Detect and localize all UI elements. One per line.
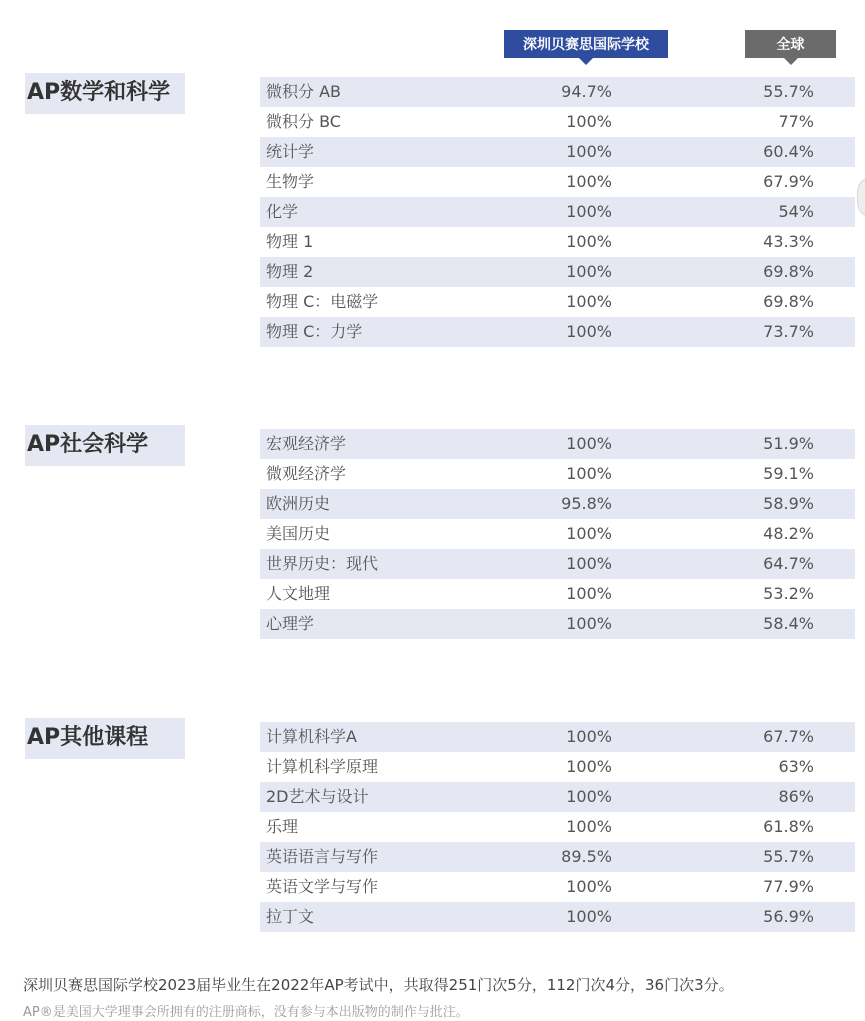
school-rate-cell: 94.7%: [561, 82, 612, 101]
section-title-other-courses: AP其他课程: [25, 718, 185, 759]
global-rate-cell: 64.7%: [763, 554, 814, 573]
global-rate-cell: 69.8%: [763, 262, 814, 281]
school-column-header: 深圳贝赛思国际学校: [504, 30, 668, 58]
global-rate-cell: 58.4%: [763, 614, 814, 633]
table-row: [260, 459, 855, 489]
school-rate-cell: 100%: [566, 817, 612, 836]
section-table-social-science: [260, 429, 855, 639]
subject-cell: 人文地理: [266, 584, 331, 603]
subject-cell: 2D艺术与设计: [266, 787, 369, 806]
subject-cell: 乐理: [266, 817, 299, 836]
school-rate-cell: 100%: [566, 322, 612, 341]
scroll-handle[interactable]: [857, 176, 865, 218]
global-rate-cell: 63%: [778, 757, 814, 776]
table-row: [260, 872, 855, 902]
school-rate-cell: 100%: [566, 614, 612, 633]
subject-cell: 美国历史: [266, 524, 331, 543]
global-rate-cell: 60.4%: [763, 142, 814, 161]
global-rate-cell: 51.9%: [763, 434, 814, 453]
table-row: [260, 549, 855, 579]
school-rate-cell: 100%: [566, 232, 612, 251]
global-rate-cell: 67.7%: [763, 727, 814, 746]
global-rate-cell: 55.7%: [763, 847, 814, 866]
subject-cell: 计算机科学A: [266, 727, 357, 746]
subject-cell: 心理学: [266, 614, 315, 633]
subject-cell: 计算机科学原理: [266, 757, 379, 776]
section-table-other-courses: [260, 722, 855, 932]
global-rate-cell: 77.9%: [763, 877, 814, 896]
global-rate-cell: 69.8%: [763, 292, 814, 311]
table-row: [260, 77, 855, 107]
global-column-header: 全球: [745, 30, 836, 58]
table-row: [260, 227, 855, 257]
table-row: [260, 137, 855, 167]
subject-cell: 拉丁文: [266, 907, 315, 926]
global-rate-cell: 53.2%: [763, 584, 814, 603]
table-row: [260, 812, 855, 842]
subject-cell: 微观经济学: [266, 464, 347, 483]
table-row: [260, 197, 855, 227]
subject-cell: 化学: [266, 202, 299, 221]
school-rate-cell: 95.8%: [561, 494, 612, 513]
global-rate-cell: 77%: [778, 112, 814, 131]
section-table-math-science: [260, 77, 855, 347]
school-rate-cell: 100%: [566, 554, 612, 573]
subject-cell: 微积分 AB: [266, 82, 342, 101]
school-rate-cell: 100%: [566, 524, 612, 543]
subject-cell: 世界历史：现代: [266, 554, 379, 573]
global-rate-cell: 55.7%: [763, 82, 814, 101]
table-row: [260, 902, 855, 932]
table-row: [260, 489, 855, 519]
global-rate-cell: 67.9%: [763, 172, 814, 191]
school-rate-cell: 100%: [566, 172, 612, 191]
global-rate-cell: 43.3%: [763, 232, 814, 251]
school-rate-cell: 100%: [566, 464, 612, 483]
table-row: [260, 429, 855, 459]
school-rate-cell: 100%: [566, 112, 612, 131]
subject-cell: 微积分 BC: [266, 112, 341, 131]
global-rate-cell: 56.9%: [763, 907, 814, 926]
table-row: [260, 722, 855, 752]
school-rate-cell: 89.5%: [561, 847, 612, 866]
table-row: [260, 257, 855, 287]
school-rate-cell: 100%: [566, 907, 612, 926]
school-rate-cell: 100%: [566, 584, 612, 603]
subject-cell: 英语语言与写作: [266, 847, 379, 866]
school-rate-cell: 100%: [566, 727, 612, 746]
table-row: [260, 167, 855, 197]
section-title-math-science: AP数学和科学: [25, 73, 185, 114]
subject-cell: 生物学: [266, 172, 315, 191]
summary-footnote: 深圳贝赛思国际学校2023届毕业生在2022年AP考试中，共取得251门次5分，112门次4分，36门次3分。: [23, 976, 734, 994]
school-rate-cell: 100%: [566, 434, 612, 453]
global-rate-cell: 58.9%: [763, 494, 814, 513]
global-rate-cell: 86%: [778, 787, 814, 806]
subject-cell: 物理 1: [266, 232, 314, 251]
subject-cell: 物理 2: [266, 262, 314, 281]
school-rate-cell: 100%: [566, 202, 612, 221]
subject-cell: 统计学: [266, 142, 315, 161]
table-row: [260, 842, 855, 872]
school-rate-cell: 100%: [566, 292, 612, 311]
table-row: [260, 782, 855, 812]
table-row: [260, 752, 855, 782]
table-row: [260, 317, 855, 347]
global-rate-cell: 59.1%: [763, 464, 814, 483]
school-rate-cell: 100%: [566, 262, 612, 281]
global-rate-cell: 48.2%: [763, 524, 814, 543]
section-title-social-science: AP社会科学: [25, 425, 185, 466]
global-rate-cell: 54%: [778, 202, 814, 221]
table-row: [260, 579, 855, 609]
subject-cell: 物理 C：电磁学: [266, 292, 379, 311]
global-rate-cell: 61.8%: [763, 817, 814, 836]
school-rate-cell: 100%: [566, 787, 612, 806]
subject-cell: 宏观经济学: [266, 434, 347, 453]
school-rate-cell: 100%: [566, 142, 612, 161]
school-rate-cell: 100%: [566, 757, 612, 776]
global-rate-cell: 73.7%: [763, 322, 814, 341]
table-row: [260, 287, 855, 317]
subject-cell: 英语文学与写作: [266, 877, 379, 896]
table-row: [260, 519, 855, 549]
table-row: [260, 609, 855, 639]
subject-cell: 欧洲历史: [266, 494, 331, 513]
trademark-footnote: AP®是美国大学理事会所拥有的注册商标，没有参与本出版物的制作与批注。: [23, 1005, 469, 1020]
school-rate-cell: 100%: [566, 877, 612, 896]
subject-cell: 物理 C：力学: [266, 322, 363, 341]
table-row: [260, 107, 855, 137]
